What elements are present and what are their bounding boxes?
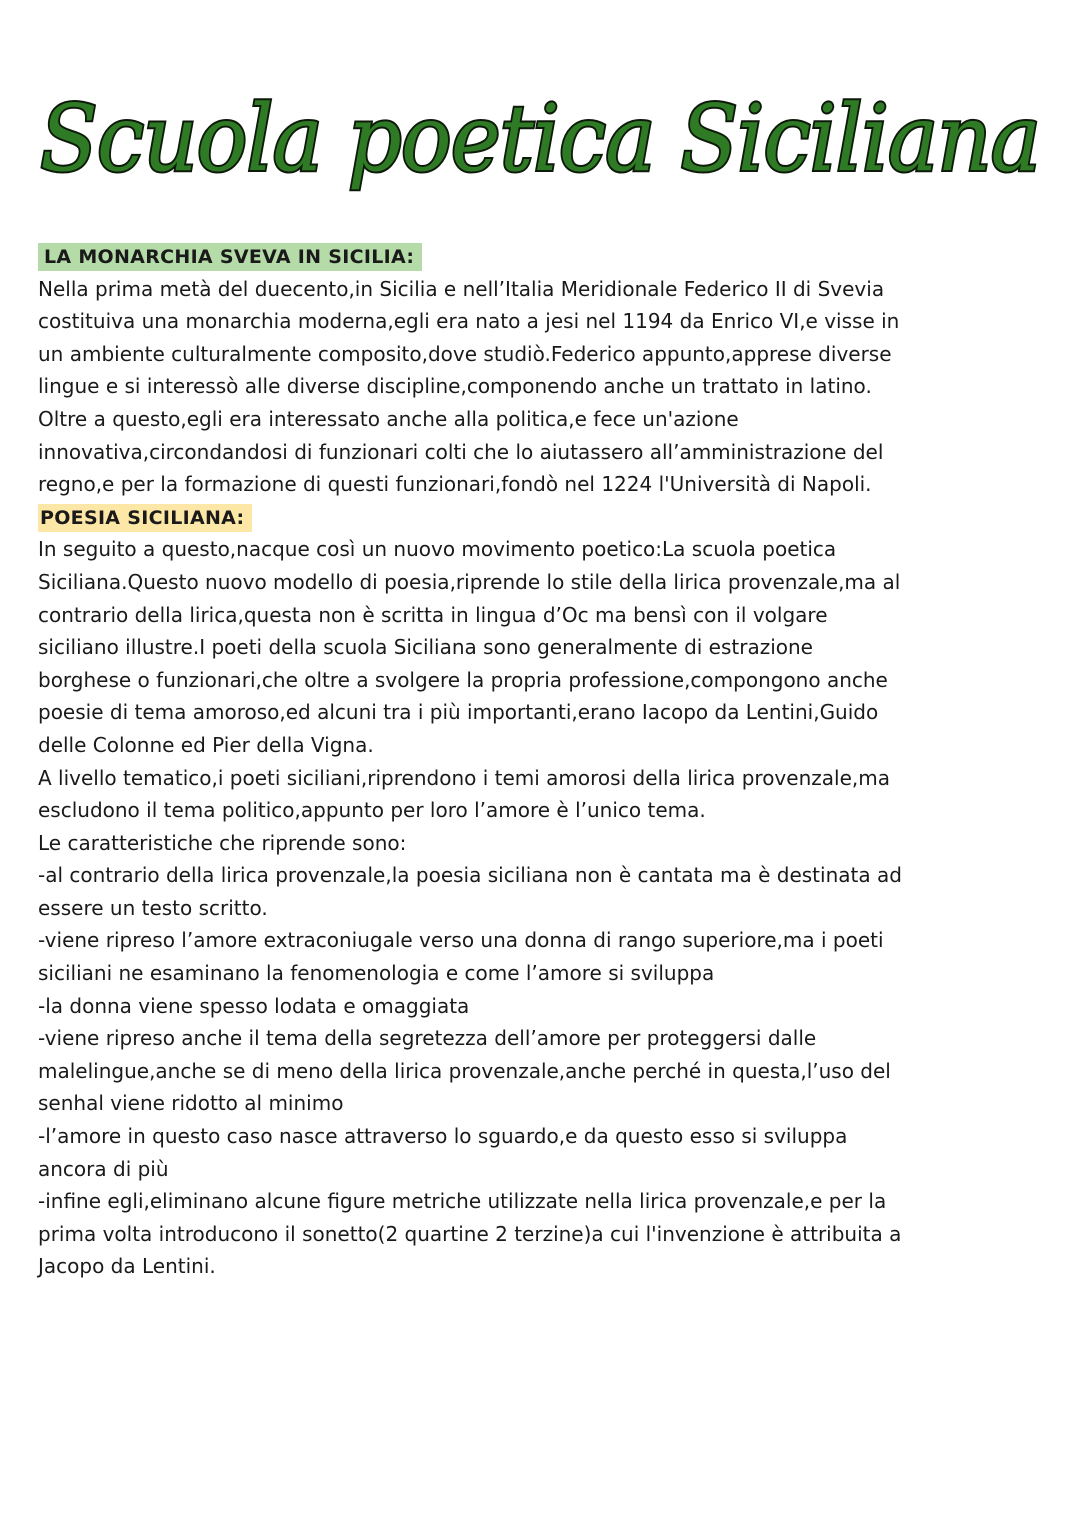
list-item-line: -viene ripreso anche il tema della segretezza dell’amore per proteggersi dalle [38,1026,817,1051]
text-line: ancora di più [38,1156,169,1181]
list-item-line: -viene ripreso l’amore extraconiugale verso una donna di rango superiore,ma i poeti [38,928,884,953]
text-line: Le caratteristiche che riprende sono: [38,830,407,855]
text-line: Nella prima metà del duecento,in Sicilia e nell’Italia Meridionale Federico II di Svevia [38,276,885,301]
text-line: senhal viene ridotto al minimo [38,1091,344,1116]
section-heading-row-2 [38,501,1038,534]
text-line: malelingue,anche se di meno della lirica provenzale,anche perché in questa,l’uso del [38,1058,891,1083]
list-item-line: -l’amore in questo caso nasce attraverso lo sguardo,e da questo esso si sviluppa [38,1124,848,1149]
text-line: siciliano illustre.I poeti della scuola Siciliana sono generalmente di estrazione [38,635,813,660]
text-line: borghese o funzionari,che oltre a svolgere la propria professione,compongono anche [38,667,888,692]
text-line: regno,e per la formazione di questi funzionari,fondò nel 1224 l'Università di Napoli. [38,472,872,497]
page-title [0,70,1080,230]
document-body [38,240,1038,1283]
text-line: Siciliana.Questo nuovo modello di poesia,riprende lo stile della lirica provenzale,ma al [38,569,901,594]
text-line: costituiva una monarchia moderna,egli era nato a jesi nel 1194 da Enrico VI,e visse in [38,309,900,334]
text-line: poesie di tema amoroso,ed alcuni tra i più importanti,erano Iacopo da Lentini,Guido [38,700,879,725]
text-line: un ambiente culturalmente composito,dove studiò.Federico appunto,apprese diverse [38,341,892,366]
text-line: lingue e si interessò alle diverse discipline,componendo anche un trattato in latino. [38,374,872,399]
text-line: siciliani ne esaminano la fenomenologia e come l’amore si sviluppa [38,961,715,986]
text-line: In seguito a questo,nacque così un nuovo movimento poetico:La scuola poetica [38,537,837,562]
section-heading-poesia: POESIA SICILIANA: [38,504,252,532]
title-text: Scuola poetica Siciliana [40,85,1040,192]
section-body-monarchia [38,273,1038,501]
text-line: Jacopo da Lentini. [38,1254,216,1279]
section-heading-monarchia: LA MONARCHIA SVEVA IN SICILIA: [38,243,422,271]
list-item-line: -la donna viene spesso lodata e omaggiata [38,993,470,1018]
title-lettering [0,70,1080,230]
text-line: Oltre a questo,egli era interessato anche alla politica,e fece un'azione [38,406,739,431]
text-line: A livello tematico,i poeti siciliani,riprendono i temi amorosi della lirica provenzale,ma [38,765,890,790]
text-line: prima volta introducono il sonetto(2 quartine 2 terzine)a cui l'invenzione è attribuita a [38,1221,902,1246]
section-heading-row-1 [38,240,1038,273]
text-line: contrario della lirica,questa non è scritta in lingua d’Oc ma bensì con il volgare [38,602,828,627]
section-body-poesia [38,533,1038,1283]
text-line: innovativa,circondandosi di funzionari colti che lo aiutassero all’amministrazione del [38,439,884,464]
list-item-line: -al contrario della lirica provenzale,la poesia siciliana non è cantata ma è destinata ad [38,863,902,888]
text-line: essere un testo scritto. [38,895,268,920]
text-line: delle Colonne ed Pier della Vigna. [38,732,374,757]
text-line: escludono il tema politico,appunto per loro l’amore è l’unico tema. [38,798,706,823]
list-item-line: -infine egli,eliminano alcune figure metriche utilizzate nella lirica provenzale,e per la [38,1189,887,1214]
